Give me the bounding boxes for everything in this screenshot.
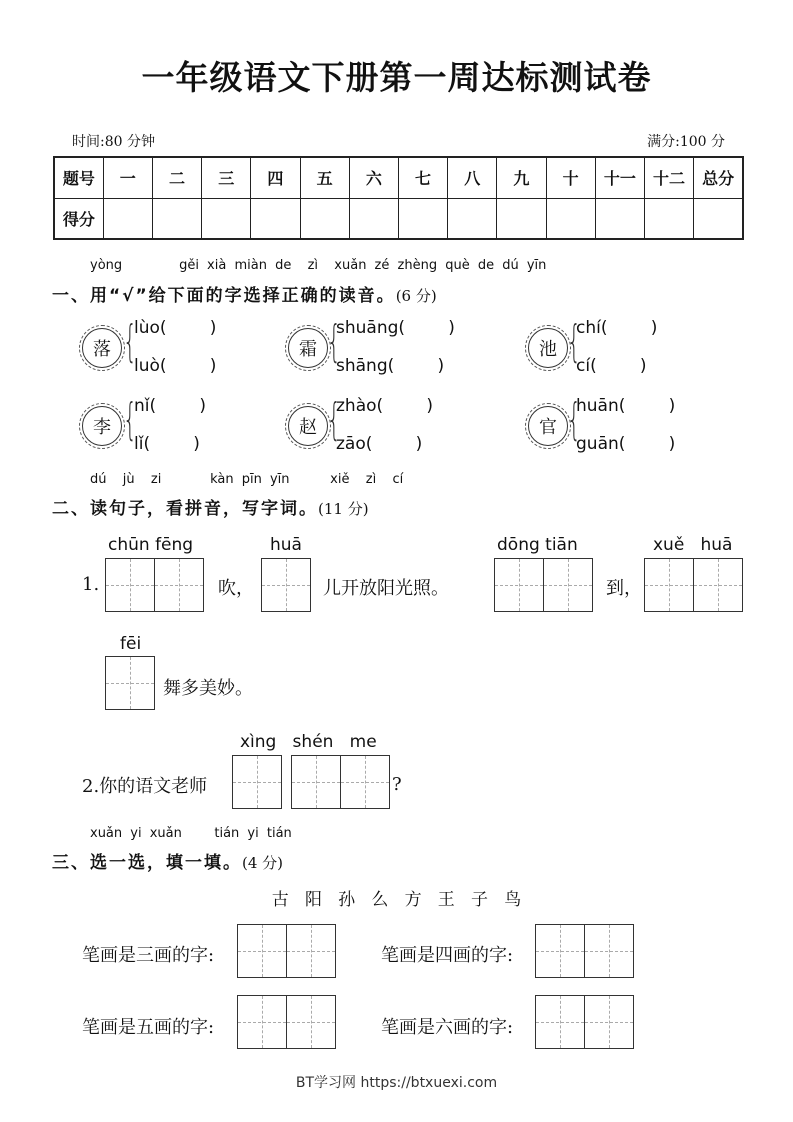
- score-table-score-row: [54, 198, 743, 239]
- writing-grid[interactable]: [232, 755, 282, 809]
- char-flower: 落: [82, 328, 122, 368]
- char-flower: 霜: [288, 328, 328, 368]
- pinyin-option[interactable]: lǐ( ): [134, 434, 200, 454]
- writing-grid[interactable]: [494, 558, 593, 612]
- grid-cell[interactable]: [585, 996, 633, 1048]
- brace-icon: {: [567, 394, 581, 445]
- pinyin-hint: huā: [270, 535, 302, 555]
- header-cell: 二: [152, 157, 201, 198]
- section2-title-text: 二、读句子，看拼音，写字词。: [52, 499, 318, 519]
- section1-title: [52, 281, 437, 306]
- score-cell[interactable]: [103, 198, 152, 239]
- grid-cell[interactable]: [544, 559, 592, 611]
- char-flower: 赵: [288, 406, 328, 446]
- pinyin-option[interactable]: luò( ): [134, 356, 217, 376]
- section3-points: (4 分): [242, 854, 284, 872]
- full-score: 满分:100 分: [647, 134, 725, 150]
- score-table-header-row: [54, 157, 743, 198]
- score-cell[interactable]: [251, 198, 300, 239]
- pinyin-option[interactable]: shuāng( ): [336, 318, 455, 338]
- score-cell[interactable]: [398, 198, 447, 239]
- pinyin-option[interactable]: guān( ): [576, 434, 676, 454]
- choice-group: [288, 328, 328, 368]
- choice-group: [528, 406, 568, 446]
- grid-cell[interactable]: [645, 559, 694, 611]
- header-cell: 题号: [54, 157, 103, 198]
- grid-cell[interactable]: [536, 996, 585, 1048]
- choice-group: [82, 406, 122, 446]
- sentence-text: ?: [392, 774, 402, 795]
- score-cell[interactable]: [202, 198, 251, 239]
- writing-grid[interactable]: [105, 656, 155, 710]
- score-cell[interactable]: [152, 198, 201, 239]
- grid-cell[interactable]: [262, 559, 310, 611]
- header-cell: 七: [398, 157, 447, 198]
- char-choices: 古 阳 孙 么 方 王 子 鸟: [271, 890, 522, 910]
- pinyin-option[interactable]: cí( ): [576, 356, 647, 376]
- header-cell: 一: [103, 157, 152, 198]
- sentence-text: 到，: [606, 578, 642, 599]
- score-cell[interactable]: [546, 198, 595, 239]
- score-cell[interactable]: [595, 198, 644, 239]
- header-cell: 总分: [694, 157, 743, 198]
- header-cell: 九: [497, 157, 546, 198]
- section3-title: [52, 848, 283, 873]
- writing-grid[interactable]: [237, 924, 336, 978]
- score-cell[interactable]: [448, 198, 497, 239]
- choice-group: [82, 328, 122, 368]
- choice-group: [528, 328, 568, 368]
- grid-cell[interactable]: [106, 657, 154, 709]
- brace-icon: {: [567, 316, 581, 367]
- section1-title-text: 一、用“√”给下面的字选择正确的读音。: [52, 286, 396, 306]
- header-cell: 五: [300, 157, 349, 198]
- pinyin-option[interactable]: huān( ): [576, 396, 676, 416]
- header-cell: 八: [448, 157, 497, 198]
- header-cell: 十二: [644, 157, 693, 198]
- section3-pinyin: xuǎn yi xuǎn tián yi tián: [90, 826, 292, 841]
- brace-icon: {: [123, 316, 137, 367]
- brace-icon: {: [327, 394, 341, 445]
- writing-grid[interactable]: [644, 558, 743, 612]
- pinyin-option[interactable]: chí( ): [576, 318, 658, 338]
- header-cell: 三: [202, 157, 251, 198]
- grid-cell[interactable]: [495, 559, 544, 611]
- footer-watermark: BT学习网 https://btxuexi.com: [295, 1075, 498, 1091]
- grid-cell[interactable]: [238, 925, 287, 977]
- pinyin-option[interactable]: zhào( ): [336, 396, 434, 416]
- score-cell[interactable]: [497, 198, 546, 239]
- grid-cell[interactable]: [585, 925, 633, 977]
- grid-cell[interactable]: [694, 559, 742, 611]
- sentence-number: 1.: [82, 574, 100, 595]
- pinyin-option[interactable]: shāng( ): [336, 356, 445, 376]
- page-title: 一年级语文下册第一周达标测试卷: [141, 58, 652, 97]
- writing-grid[interactable]: [535, 924, 634, 978]
- pinyin-option[interactable]: nǐ( ): [134, 396, 206, 416]
- pinyin-hint: xìng shén me: [240, 732, 377, 752]
- writing-grid[interactable]: [261, 558, 311, 612]
- header-cell: 十一: [595, 157, 644, 198]
- section1-pinyin: yòng gěi xià miàn de zì xuǎn zé zhèng què de dú yīn: [90, 258, 547, 273]
- pinyin-hint: dōng tiān: [497, 535, 578, 555]
- stroke-label: 笔画是六画的字:: [381, 1017, 514, 1038]
- stroke-label: 笔画是四画的字:: [381, 945, 514, 966]
- choice-group: [288, 406, 328, 446]
- char-flower: 官: [528, 406, 568, 446]
- grid-cell[interactable]: [287, 996, 335, 1048]
- sentence-text: 儿开放阳光照。: [323, 578, 449, 599]
- sentence-text: 舞多美妙。: [163, 678, 253, 699]
- grid-cell[interactable]: [155, 559, 203, 611]
- pinyin-option[interactable]: lùo( ): [134, 318, 217, 338]
- exam-time: 时间:80 分钟: [72, 134, 155, 150]
- header-cell: 十: [546, 157, 595, 198]
- grid-cell[interactable]: [238, 996, 287, 1048]
- section2-points: (11 分): [318, 500, 369, 518]
- score-cell[interactable]: [349, 198, 398, 239]
- sentence-text: 2.你的语文老师: [82, 776, 208, 797]
- section3-title-text: 三、选一选，填一填。: [52, 853, 242, 873]
- header-cell: 六: [349, 157, 398, 198]
- writing-grid[interactable]: [105, 558, 204, 612]
- stroke-label: 笔画是五画的字:: [82, 1017, 215, 1038]
- score-table: [53, 156, 744, 240]
- char-flower: 李: [82, 406, 122, 446]
- pinyin-hint: xuě huā: [653, 535, 733, 555]
- writing-grid[interactable]: [291, 755, 390, 809]
- writing-grid[interactable]: [535, 995, 634, 1049]
- score-row-label: 得分: [54, 198, 103, 239]
- pinyin-hint: chūn fēng: [108, 535, 194, 555]
- section1-points: (6 分): [395, 287, 437, 305]
- score-cell[interactable]: [300, 198, 349, 239]
- grid-cell[interactable]: [287, 925, 335, 977]
- grid-cell[interactable]: [292, 756, 341, 808]
- sentence-text: 吹，: [218, 578, 254, 599]
- stroke-label: 笔画是三画的字:: [82, 945, 215, 966]
- grid-cell[interactable]: [106, 559, 155, 611]
- pinyin-option[interactable]: zāo( ): [336, 434, 423, 454]
- grid-cell[interactable]: [233, 756, 281, 808]
- brace-icon: {: [327, 316, 341, 367]
- pinyin-hint: fēi: [120, 634, 142, 654]
- brace-icon: {: [123, 394, 137, 445]
- char-flower: 池: [528, 328, 568, 368]
- grid-cell[interactable]: [341, 756, 389, 808]
- score-cell[interactable]: [694, 198, 743, 239]
- score-cell[interactable]: [644, 198, 693, 239]
- writing-grid[interactable]: [237, 995, 336, 1049]
- grid-cell[interactable]: [536, 925, 585, 977]
- header-cell: 四: [251, 157, 300, 198]
- section2-pinyin: dú jù zi kàn pīn yīn xiě zì cí: [90, 472, 404, 487]
- section2-title: [52, 494, 369, 519]
